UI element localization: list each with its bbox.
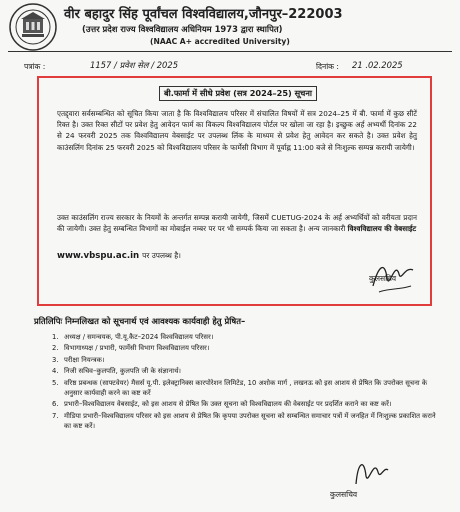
website-link[interactable]: www.vbspu.ac.in <box>57 251 140 261</box>
date-label: दिनांक : <box>316 62 339 71</box>
notice-website-mention: विश्वविद्यालय की वेबसाईट <box>347 224 417 234</box>
reference-label: पत्रांक : <box>24 62 46 71</box>
list-item: 5. वरिष्ठ प्रबन्धक (साफ्टवेयर) मैसर्स यू.पी. इलेक्ट्रानिक्स कारपोरेशन लिमिटेड, 10 अशोक मार्ग , लखनऊ को इस आशय से प्रेषित कि उपरोक्त सूचना के अनुसार कार्यवाही करने का कष्ट करें <box>52 378 428 398</box>
university-seal-icon <box>8 2 58 52</box>
copy-signatory: कुलसचिव <box>330 490 358 499</box>
highlighted-notice <box>37 76 432 306</box>
reference-row <box>0 60 460 74</box>
list-item: 6. प्रभारी–विश्वविद्यालय वेबसाईट, को इस आशय से प्रेषित कि उक्त सूचना को विश्वविद्यालय की वेबसाईट पर प्रदर्शित कराने का कष्ट करें। <box>52 400 392 409</box>
university-subtitle: (उत्तर प्रदेश राज्य विश्वविद्यालय अधिनियम 1973 द्वारा स्थापित) <box>82 24 283 34</box>
university-name: वीर बहादुर सिंह पूर्वांचल विश्वविद्यालय,जौनपुर–222003 <box>64 7 343 22</box>
header-divider <box>8 51 452 52</box>
notice-signatory: कुलसचिव <box>369 274 397 283</box>
naac-accreditation: (NAAC A+ accredited University) <box>150 37 290 46</box>
copy-to-list <box>52 332 440 433</box>
notice-title: बी.फार्मा में सीधे प्रवेश (सत्र 2024–25) सूचना <box>159 86 317 101</box>
notice-paragraph-2-text: उक्त काउंसलिंग राज्य सरकार के नियमों के अन्तर्गत सम्पन्न करायी जायेगी, जिसमें CUETUG-2024 के अर्ह अभ्यर्थियों को वरीयता प्रदान की जायेगी। उक्त हेतु सम्बन्धित विभागों का मोबाईल नम्बर पर पर भी सम्पर्क किया जा सकता है। अन्य जानकारी <box>57 213 417 234</box>
list-item: 4. निजी सचिव–कुलपति, कुलपति जी के संज्ञानार्थ। <box>52 367 181 376</box>
list-item: 1. अध्यक्ष / समन्वयक, पी.यू.कैट–2024 विश्वविद्यालय परिसर। <box>52 333 214 341</box>
notice-paragraph-1-text: एतद्द्वारा सर्वसम्बन्धित को सूचित किया जाता है कि विश्वविद्यालय परिसर में संचालित विषयों में सत्र 2024–25 में बी. फार्मा में कुछ सीटें रिक्त है। उक्त रिक्त सीटों पर प्रवेश हेतु आवेदन फार्म का विकल्प विश्वविद्यालय पोर्टल पर खोला जा रहा है। इच्छुक अर्ह अभ्यर्थी दिनांक 22 से 24 फरवरी 2025 तक विश्वविद्यालय वेबसाईट पर उपलब्ध लिंक के माध्यम से प्रवेश हेतु आवेदन कर सकते है। उक्त प्रवेश हेतु काउंसलिंग दिनांक 25 फरवरी 2025 को विश्वविद्यालय परिसर के फार्मेसी विभाग में पूर्वाह्न 11:00 बजे से निःशुल्क सम्पन्न करायी जायेगी। <box>57 109 417 152</box>
date-value: 21 .02.2025 <box>352 60 403 70</box>
list-item: 2. विभागाध्यक्ष / प्रभारी, फार्मेसी विभाग विश्वविद्यालय परिसर। <box>52 344 210 353</box>
signature-icon <box>346 452 394 492</box>
copy-to-heading: प्रतिलिपिः निम्नलिखत को सूचनार्थ एवं आवश्यक कार्यवाही हेतु प्रेषित– <box>34 316 246 326</box>
website-suffix: पर उपलब्ध है। <box>142 251 181 260</box>
notice-paragraph-1 <box>57 108 417 153</box>
list-item: 3. परीक्षा नियन्त्रक। <box>52 355 105 364</box>
notice-paragraph-2 <box>57 212 417 234</box>
list-item: 7. मीडिया प्रभारी–विश्वविद्यालय परिसर को इस आशय से प्रेषित कि कृपया उपरोक्त सूचना को सम्बन्धित समाचार पत्रों में जनहित में निःशुल्क प्रकाशित कराने का कष्ट करें। <box>52 411 436 431</box>
reference-number: 1157 / प्रवेश सेल / 2025 <box>90 60 179 70</box>
website-line <box>57 251 181 261</box>
